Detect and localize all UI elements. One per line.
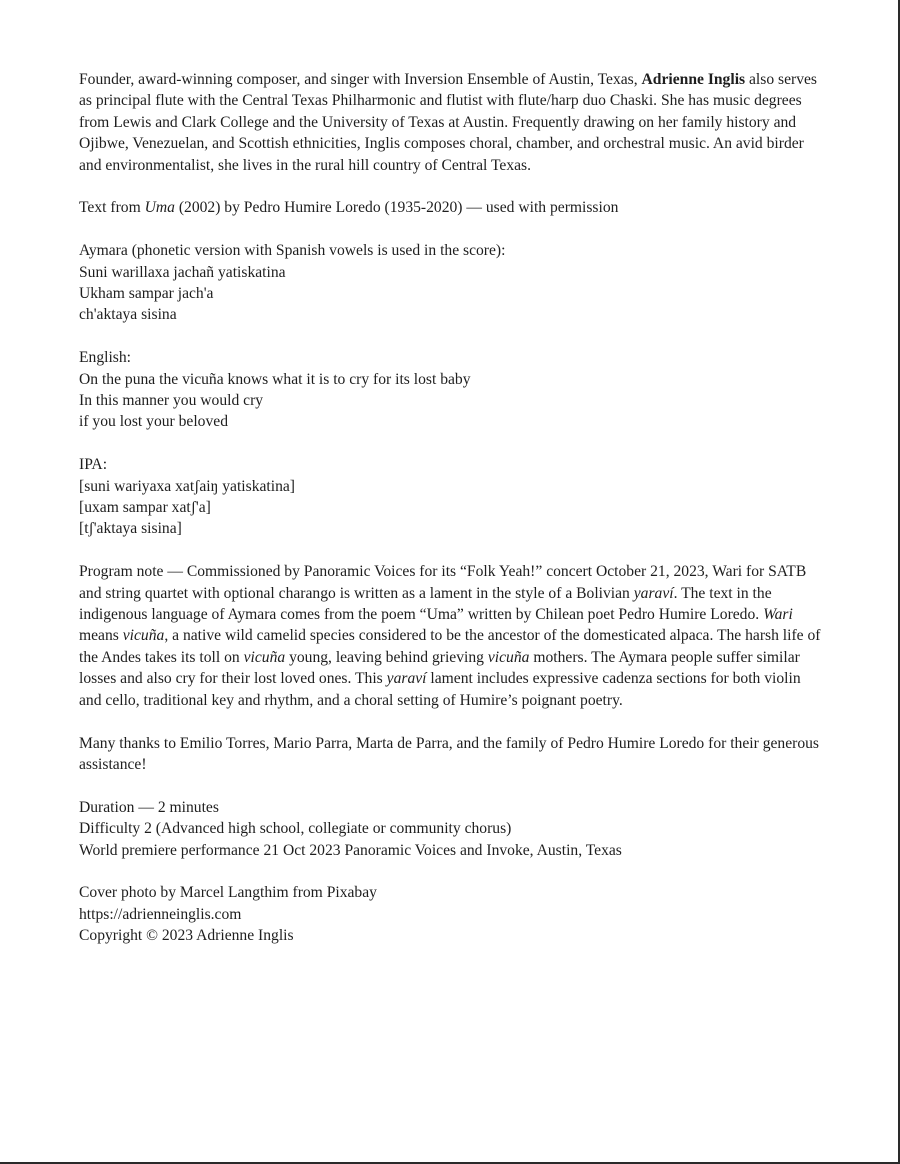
aymara-line-1: Suni warillaxa jachañ yatiskatina — [79, 263, 286, 281]
bio-intro: Founder, award-winning composer, and singer with Inversion Ensemble of Austin, Texas, — [79, 71, 642, 88]
program-note-text-4: , a native wild camelid species considered to be the ancestor of the domesticated alpaca. The harsh life of the Andes takes its toll on — [79, 627, 821, 666]
text-source-paragraph — [79, 197, 824, 218]
program-note-text-2: . The text in the indigenous language of Aymara comes from the poem “Uma” written by Chilean poet Pedro Humire Loredo. — [79, 584, 772, 624]
english-line-2: In this manner you would cry — [79, 392, 264, 410]
aymara-section — [79, 240, 824, 326]
text-source-title: Uma — [144, 199, 175, 217]
copyright-line: Copyright © 2023 Adrienne Inglis — [79, 927, 294, 945]
aymara-line-2: Ukham sampar jach'a — [79, 285, 214, 303]
difficulty-line: Difficulty 2 (Advanced high school, collegiate or community chorus) — [79, 820, 512, 838]
program-note-text-7: lament includes expressive cadenza sections for both violin and cello, traditional key and rhythm, and a choral setting of Humire’s poignant poetry. — [79, 670, 801, 709]
program-note-italic-6: yaraví — [386, 670, 427, 688]
text-source-suffix: (2002) by Pedro Humire Loredo (1935-2020) — used with permission — [174, 199, 619, 217]
ipa-section — [79, 454, 824, 540]
duration-line: Duration — 2 minutes — [79, 798, 219, 816]
ipa-line-1: [suni wariyaxa xatʃaiŋ yatiskatina] — [79, 477, 295, 495]
program-note-italic-2: Wari — [763, 606, 793, 624]
premiere-line: World premiere performance 21 Oct 2023 Panoramic Voices and Invoke, Austin, Texas — [79, 841, 622, 859]
english-line-3: if you lost your beloved — [79, 413, 228, 431]
program-note-paragraph — [79, 561, 824, 711]
aymara-line-3: ch'aktaya sisina — [79, 306, 177, 324]
ipa-line-2: [uxam sampar xatʃ'a] — [79, 499, 211, 517]
ipa-line-3: [tʃ'aktaya sisina] — [79, 520, 182, 538]
program-note-text-6: mothers. The Aymara people suffer similar losses and also cry for their lost loved ones. This — [79, 648, 800, 688]
program-note-text-5: young, leaving behind grieving — [285, 648, 488, 666]
program-note-text-3: means — [79, 627, 123, 645]
details-section — [79, 797, 824, 861]
program-note-italic-1: yaraví — [633, 584, 674, 602]
composer-name: Adrienne Inglis — [641, 71, 746, 88]
aymara-heading: Aymara (phonetic version with Spanish vowels is used in the score): — [79, 242, 506, 260]
bio-rest: also serves as principal flute with the Central Texas Philharmonic and flutist with flute/harp duo Chaski. She has music degrees from Lewis and Clark College and the University of Texas at Austin. Frequently drawing on her family history and Ojibwe, Venezuelan, and Scottish ethnicities, Inglis composes choral, chamber, and orchestral music. An avid birder and environmentalist, she lives in the rural hill country of Central Texas. — [79, 71, 817, 174]
english-line-1: On the puna the vicuña knows what it is to cry for its lost baby — [79, 370, 471, 388]
program-note-italic-5: vicuña — [487, 648, 530, 666]
photo-credit: Cover photo by Marcel Langthim from Pixabay — [79, 884, 377, 902]
program-note-italic-3: vicuña — [122, 627, 165, 645]
english-section — [79, 347, 824, 433]
website-link[interactable]: https://adrienneinglis.com — [79, 905, 242, 923]
text-source-prefix: Text from — [79, 199, 145, 217]
english-heading: English: — [79, 349, 131, 367]
program-note-italic-4: vicuña — [243, 648, 286, 666]
document-body — [79, 69, 824, 947]
program-note-text-1: Program note — Commissioned by Panoramic Voices for its “Folk Yeah!” concert October 21, 2023, Wari for SATB and string quartet with optional charango is written as a lament in the style of a Bolivian — [79, 563, 807, 602]
thanks-paragraph: Many thanks to Emilio Torres, Mario Parra, Marta de Parra, and the family of Pedro Humire Loredo for their generous assistance! — [79, 734, 819, 773]
bio-paragraph — [79, 69, 824, 176]
ipa-heading: IPA: — [79, 456, 108, 474]
credits-section — [79, 882, 824, 946]
